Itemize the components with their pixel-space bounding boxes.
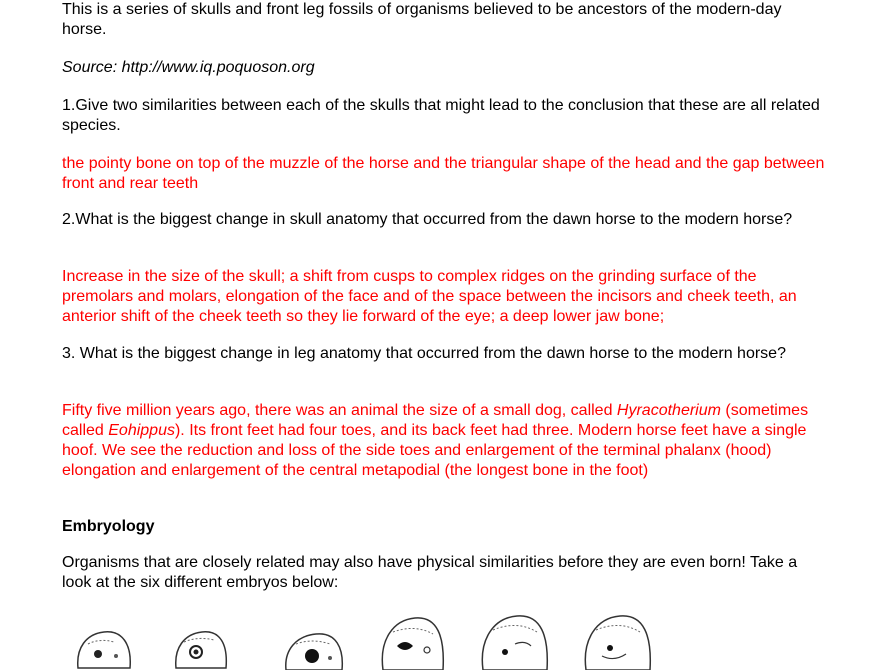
answer-3-part-3: ). Its front feet had four toes, and its back feet had three. Modern horse feet have a single hoof. We see the reduction and loss of the side toes and enlargement of the terminal phalanx (hood) elongation and enlargement of the central metapodial (the longest bone in the foot): [62, 422, 807, 479]
embryo-3-icon: [286, 634, 343, 670]
embryo-2-icon: [176, 632, 227, 668]
question-3: 3. What is the biggest change in leg anatomy that occurred from the dawn horse to the modern horse?: [62, 345, 786, 362]
embryology-text: Organisms that are closely related may also have physical similarities before they are even born! Take a look at the six different embryos below:: [62, 554, 798, 591]
embryo-6-icon: [585, 616, 650, 670]
embryo-4-icon: [382, 618, 443, 670]
question-1: 1.Give two similarities between each of the skulls that might lead to the conclusion that these are all related species.: [62, 97, 820, 134]
embryo-figure: [70, 610, 670, 670]
answer-3-hyracotherium: Hyracotherium: [616, 402, 721, 419]
question-2: 2.What is the biggest change in skull anatomy that occurred from the dawn horse to the modern horse?: [62, 211, 793, 228]
answer-3: [62, 401, 832, 481]
intro-text: This is a series of skulls and front leg fossils of organisms believed to be ancestors of the modern-day horse.: [62, 1, 782, 38]
answer-3-eohippus: Eohippus: [108, 422, 175, 439]
answer-2: Increase in the size of the skull; a shift from cusps to complex ridges on the grinding surface of the premolars and molars, elongation of the face and of the space between the incisors and cheek teeth, an anterior shift of the cheek teeth so they lie forward of the eye; a deep lower jaw bone;: [62, 268, 797, 325]
embryo-1-icon: [78, 632, 131, 668]
answer-3-part-1: Fifty five million years ago, there was an animal the size of a small dog, called: [62, 402, 617, 419]
answer-3-part-2: (sometimes called: [62, 402, 809, 439]
answer-1: the pointy bone on top of the muzzle of the horse and the triangular shape of the head and the gap between front and rear teeth: [62, 155, 825, 192]
embryo-5-icon: [482, 616, 547, 670]
embryology-heading: Embryology: [62, 518, 155, 535]
source-citation: Source: http://www.iq.poquoson.org: [62, 59, 315, 76]
